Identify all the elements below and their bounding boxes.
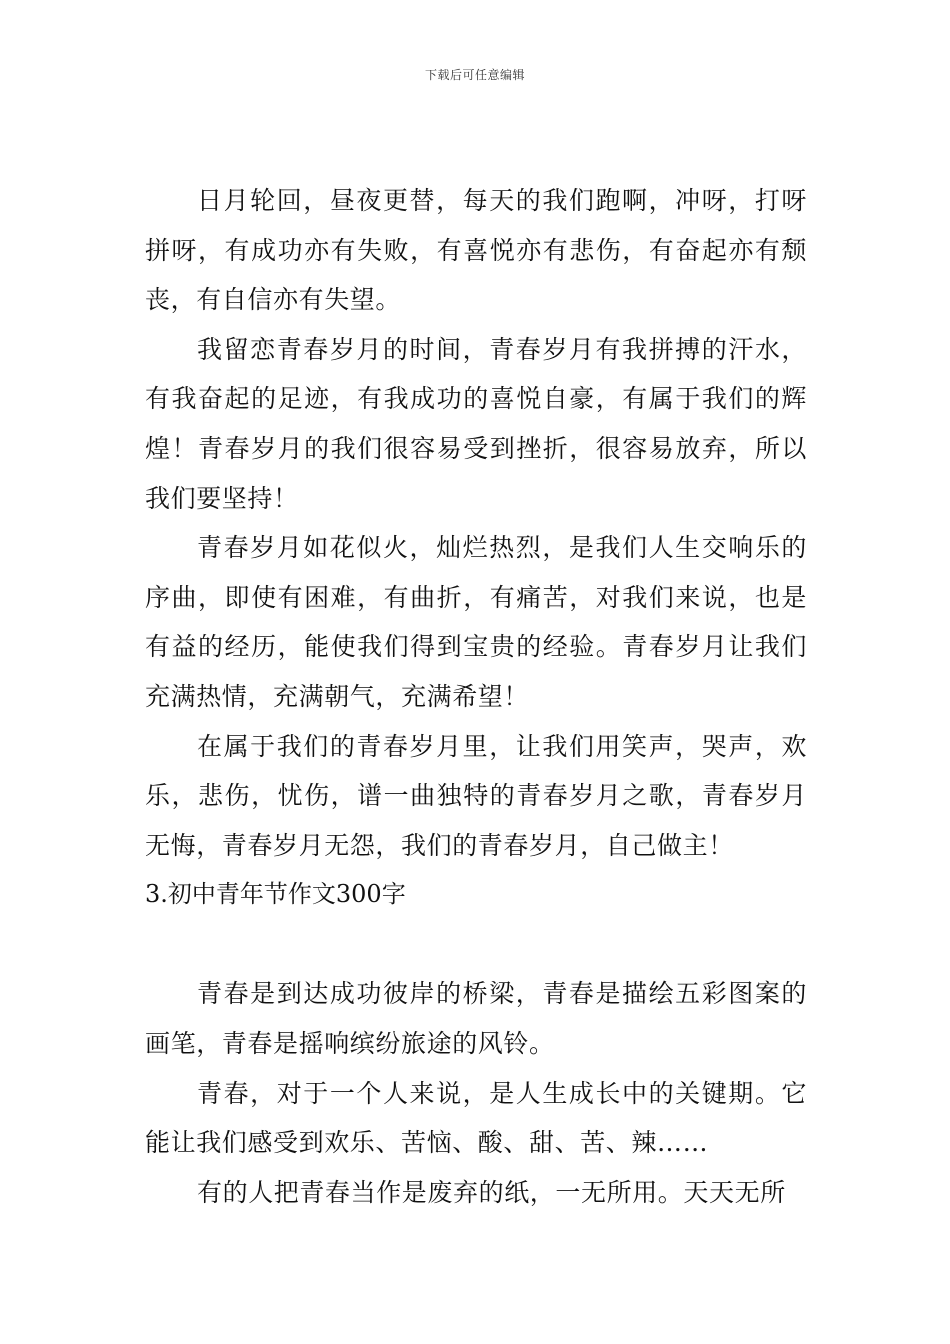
- page-header-note: 下载后可任意编辑: [424, 68, 525, 82]
- paragraph: 有的人把青春当作是废弃的纸，一无所用。天天无所: [197, 1177, 786, 1207]
- paragraph: 青春岁月如花似火，灿烂热烈，是我们人生交响乐的序曲，即使有困难，有曲折，有痛苦，对我们来说，也是有益的经历，能使我们得到宝贵的经验。青春岁月让我们充满热情，充满朝气，充满希望！: [145, 533, 807, 711]
- paragraph: 日月轮回，昼夜更替，每天的我们跑啊，冲呀，打呀拼呀，有成功亦有失败，有喜悦亦有悲伤，有奋起亦有颓丧，有自信亦有失望。: [145, 186, 807, 315]
- paragraph: 青春，对于一个人来说，是人生成长中的关键期。它能让我们感受到欢乐、苦恼、酸、甜、苦、辣……: [145, 1078, 807, 1158]
- section-spacer: [145, 919, 807, 969]
- paragraph: 青春是到达成功彼岸的桥梁，青春是描绘五彩图案的画笔，青春是摇响缤纷旅途的风铃。: [145, 979, 807, 1058]
- paragraph: 在属于我们的青春岁月里，让我们用笑声，哭声，欢乐，悲伤，忧伤，谱一曲独特的青春岁月之歌，青春岁月无悔，青春岁月无怨，我们的青春岁月，自己做主！: [145, 731, 807, 860]
- section-heading: 3.初中青年节作文300字: [145, 880, 406, 909]
- paragraph: 我留恋青春岁月的时间，青春岁月有我拼搏的汗水，有我奋起的足迹，有我成功的喜悦自豪，有属于我们的辉煌！青春岁月的我们很容易受到挫折，很容易放弃，所以我们要坚持！: [145, 334, 807, 513]
- document-body: [145, 176, 807, 1217]
